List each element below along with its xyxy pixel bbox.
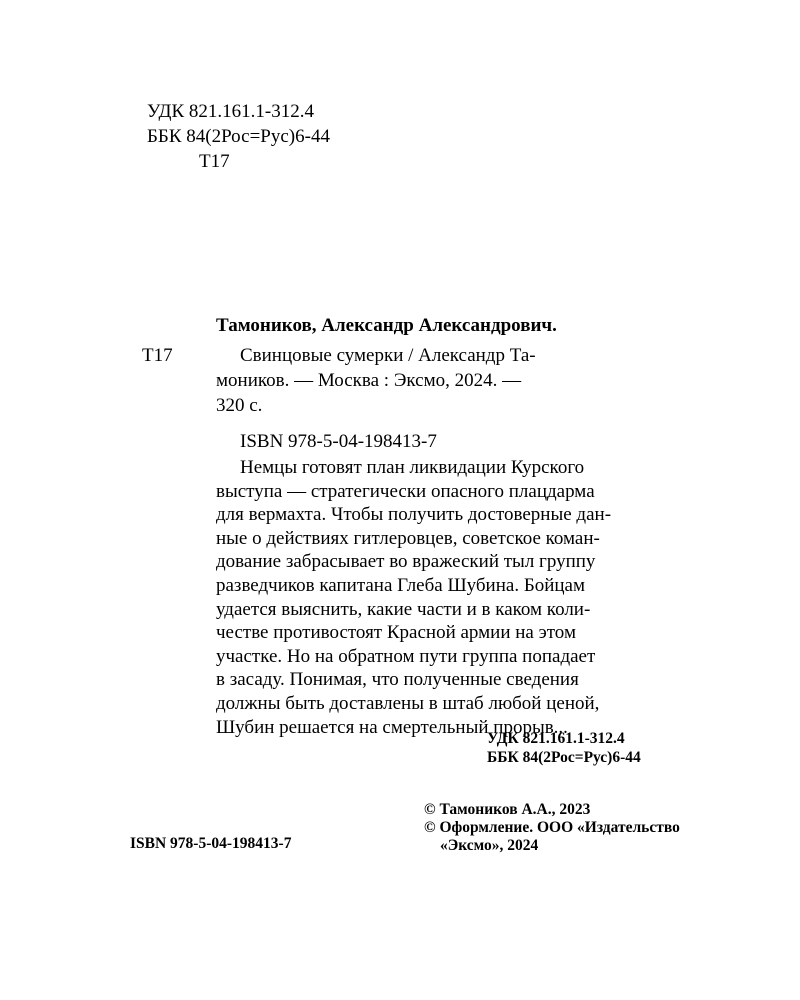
annotation-line: удается выяснить, какие части и в каком коли- [216, 598, 591, 620]
annotation-line: разведчиков капитана Глеба Шубина. Бойцам [216, 574, 586, 596]
annotation-line: ные о действиях гитлеровцев, советское коман- [216, 527, 600, 549]
annotation-line: Шубин решается на смертельный прорыв... [216, 716, 568, 738]
isbn-entry: ISBN 978-5-04-198413-7 [240, 431, 437, 452]
annotation-line: должны быть доставлены в штаб любой ценой, [216, 692, 600, 714]
annotation-line: участке. Но на обратном пути группа попадает [216, 645, 596, 667]
bbk-code-bottom: ББК 84(2Рос=Рус)6-44 [487, 749, 641, 766]
author-mark-top: Т17 [199, 151, 230, 172]
annotation-line: выступа — стратегически опасного плацдарма [216, 480, 595, 502]
annotation-line: честве противостоят Красной армии на этом [216, 622, 576, 644]
annotation-line: Немцы готовят план ликвидации Курского [240, 457, 585, 478]
author-heading: Тамоников, Александр Александрович. [216, 315, 557, 336]
bbk-code-top: ББК 84(2Рос=Рус)6-44 [147, 126, 330, 147]
annotation [216, 456, 700, 739]
annotation-line: для вермахта. Чтобы получить достоверные дан- [216, 504, 612, 526]
title-line-3: 320 с. [216, 395, 263, 416]
udk-code-bottom: УДК 821.161.1-312.4 [487, 730, 625, 747]
author-mark: Т17 [142, 345, 173, 366]
title-line-1: Свинцовые сумерки / Александр Та- [240, 345, 536, 366]
copyright-design-line-2: «Эксмо», 2024 [440, 837, 539, 854]
title-line-2: моников. — Москва : Эксмо, 2024. — [216, 370, 522, 391]
annotation-line: в засаду. Понимая, что полученные сведения [216, 669, 579, 691]
copyright-design-line-1: © Оформление. ООО «Издательство [424, 819, 680, 836]
isbn-footer: ISBN 978-5-04-198413-7 [130, 835, 292, 852]
annotation-line: дование забрасывает во вражеский тыл группу [216, 551, 596, 573]
udk-code-top: УДК 821.161.1-312.4 [147, 101, 314, 122]
copyright-author: © Тамоников А.А., 2023 [424, 801, 591, 818]
